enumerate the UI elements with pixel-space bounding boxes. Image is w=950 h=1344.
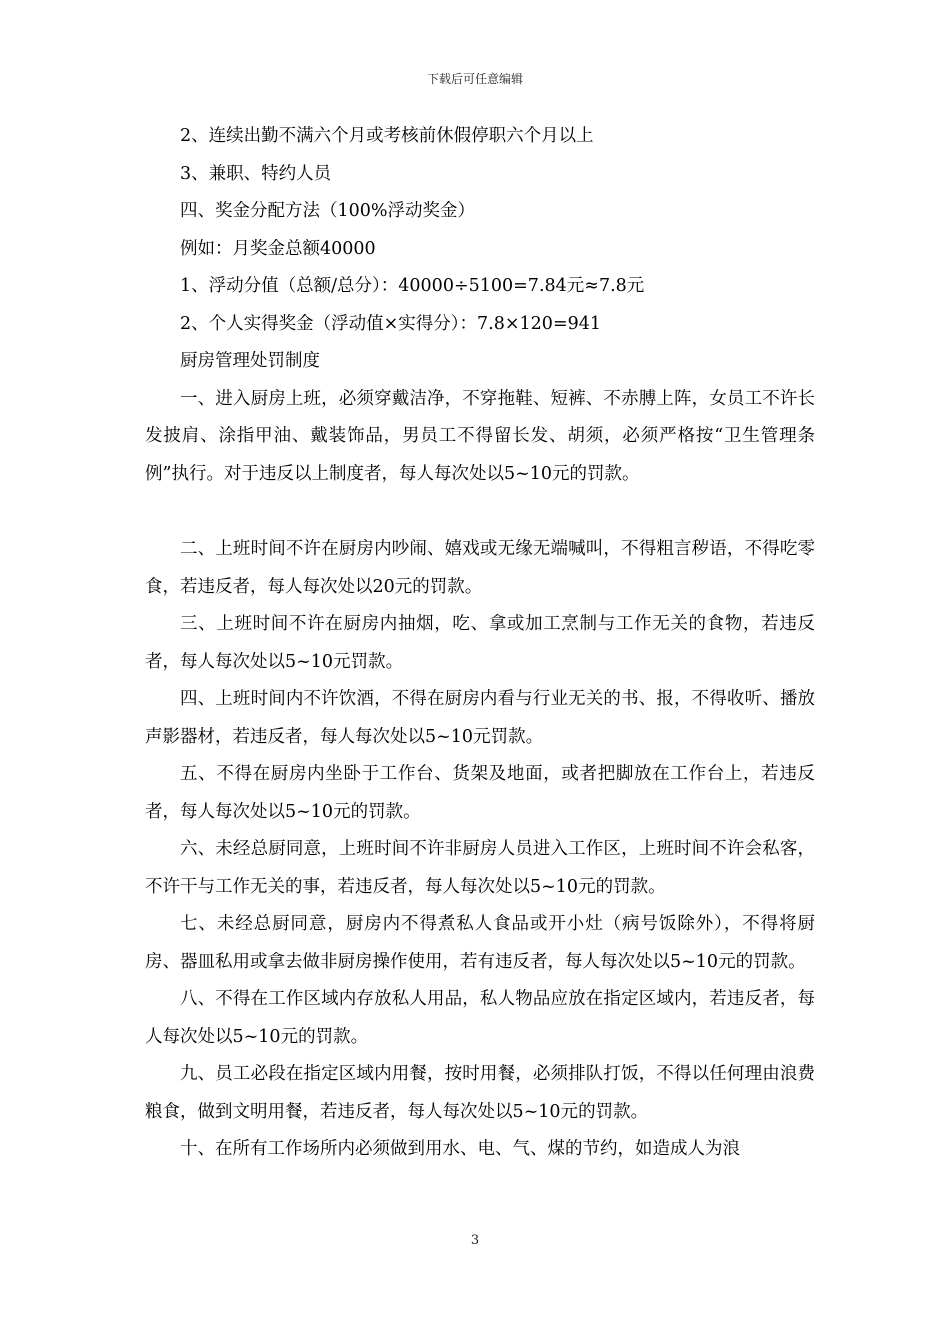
paragraph: 二、上班时间不许在厨房内吵闹、嬉戏或无缘无端喊叫，不得粗言秽语，不得吃零食，若违反者，每人每次处以20元的罚款。 [145, 539, 815, 597]
paragraph: 三、上班时间不许在厨房内抽烟，吃、拿或加工烹制与工作无关的食物，若违反者，每人每次处以5~10元罚款。 [145, 614, 815, 672]
paragraph: 1、浮动分值（总额/总分）：40000÷5100=7.84元≈7.8元 [180, 276, 645, 296]
paragraph: 四、奖金分配方法（100%浮动奖金） [180, 201, 476, 221]
paragraph: 七、未经总厨同意，厨房内不得煮私人食品或开小灶（病号饭除外），不得将厨房、器皿私用或拿去做非厨房操作使用，若有违反者，每人每次处以5~10元的罚款。 [145, 914, 815, 972]
paragraph: 一、进入厨房上班，必须穿戴洁净，不穿拖鞋、短裤、不赤膊上阵，女员工不许长发披肩、涂指甲油、戴装饰品，男员工不得留长发、胡须，必须严格按“卫生管理条例”执行。对于违反以上制度者，每人每次处以5~10元的罚款。 [145, 388, 815, 484]
page-number: 3 [470, 1233, 480, 1248]
paragraph: 十、在所有工作场所内必须做到用水、电、气、煤的节约，如造成人为浪 [180, 1139, 740, 1159]
page-header: 下载后可任意编辑 [426, 72, 523, 86]
paragraph: 例如：月奖金总额40000 [180, 238, 376, 259]
paragraph: 2、连续出勤不满六个月或考核前休假停职六个月以上 [180, 126, 594, 146]
paragraph: 五、不得在厨房内坐卧于工作台、货架及地面，或者把脚放在工作台上，若违反者，每人每次处以5~10元的罚款。 [145, 764, 815, 822]
paragraph: 六、未经总厨同意，上班时间不许非厨房人员进入工作区，上班时间不许会私客，不许干与工作无关的事，若违反者，每人每次处以5~10元的罚款。 [145, 839, 815, 897]
blank-line [145, 493, 815, 531]
document-body [145, 118, 815, 1169]
paragraph: 八、不得在工作区域内存放私人用品，私人物品应放在指定区域内，若违反者，每人每次处以5~10元的罚款。 [145, 989, 815, 1047]
paragraph: 2、个人实得奖金（浮动值×实得分）：7.8×120=941 [180, 313, 602, 334]
paragraph: 九、员工必段在指定区域内用餐，按时用餐，必须排队打饭，不得以任何理由浪费粮食，做到文明用餐，若违反者，每人每次处以5~10元的罚款。 [145, 1064, 815, 1122]
paragraph: 四、上班时间内不许饮酒，不得在厨房内看与行业无关的书、报，不得收听、播放声影器材，若违反者，每人每次处以5~10元罚款。 [145, 689, 815, 747]
paragraph: 3、兼职、特约人员 [180, 163, 332, 184]
section-title: 厨房管理处罚制度 [180, 351, 320, 371]
